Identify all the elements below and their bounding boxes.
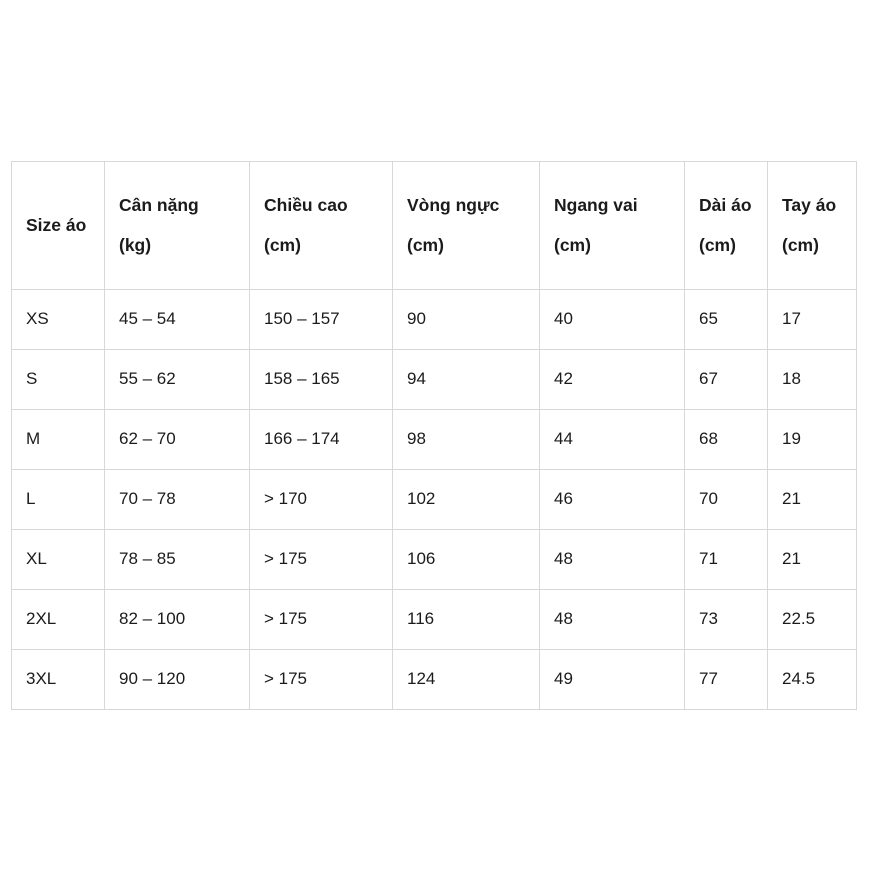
column-header-height-label: Chiều cao: [264, 195, 348, 216]
cell-shoulder: 49: [540, 650, 685, 710]
cell-size: 2XL: [12, 590, 105, 650]
table-row: [12, 290, 857, 350]
table-header-row: [12, 162, 857, 290]
cell-length: 70: [685, 470, 768, 530]
cell-shoulder: 40: [540, 290, 685, 350]
cell-weight: 45 – 54: [105, 290, 250, 350]
cell-size: S: [12, 350, 105, 410]
cell-size: XS: [12, 290, 105, 350]
cell-height: > 175: [250, 530, 393, 590]
cell-shoulder: 44: [540, 410, 685, 470]
size-chart-table-wrapper: [11, 161, 856, 710]
cell-weight: 55 – 62: [105, 350, 250, 410]
cell-weight: 82 – 100: [105, 590, 250, 650]
cell-length: 77: [685, 650, 768, 710]
column-header-length-label: Dài áo: [699, 195, 752, 216]
cell-sleeve: 24.5: [768, 650, 857, 710]
cell-size: L: [12, 470, 105, 530]
cell-size: XL: [12, 530, 105, 590]
table-row: [12, 650, 857, 710]
cell-size: M: [12, 410, 105, 470]
cell-length: 71: [685, 530, 768, 590]
cell-weight: 70 – 78: [105, 470, 250, 530]
table-body: [12, 290, 857, 710]
cell-sleeve: 17: [768, 290, 857, 350]
cell-height: > 170: [250, 470, 393, 530]
size-chart-table: [11, 161, 857, 710]
column-header-sleeve-unit: (cm): [782, 234, 819, 255]
cell-weight: 62 – 70: [105, 410, 250, 470]
cell-shoulder: 46: [540, 470, 685, 530]
cell-chest: 90: [393, 290, 540, 350]
column-header-shoulder-unit: (cm): [554, 234, 591, 255]
table-header: [12, 162, 857, 290]
cell-sleeve: 21: [768, 530, 857, 590]
column-header-weight-unit: (kg): [119, 234, 152, 255]
cell-sleeve: 21: [768, 470, 857, 530]
cell-length: 68: [685, 410, 768, 470]
cell-shoulder: 48: [540, 530, 685, 590]
table-row: [12, 470, 857, 530]
column-header-sleeve: [768, 162, 857, 290]
column-header-chest-label: Vòng ngực: [407, 195, 500, 216]
cell-chest: 124: [393, 650, 540, 710]
cell-chest: 116: [393, 590, 540, 650]
table-row: [12, 350, 857, 410]
column-header-size: [12, 162, 105, 290]
column-header-height: [250, 162, 393, 290]
cell-length: 65: [685, 290, 768, 350]
cell-chest: 94: [393, 350, 540, 410]
column-header-shoulder: [540, 162, 685, 290]
cell-length: 67: [685, 350, 768, 410]
column-header-chest-unit: (cm): [407, 234, 444, 255]
column-header-shoulder-label: Ngang vai: [554, 195, 638, 216]
column-header-weight: [105, 162, 250, 290]
cell-height: 158 – 165: [250, 350, 393, 410]
column-header-weight-label: Cân nặng: [119, 195, 199, 216]
cell-height: 166 – 174: [250, 410, 393, 470]
cell-chest: 98: [393, 410, 540, 470]
cell-weight: 90 – 120: [105, 650, 250, 710]
cell-chest: 106: [393, 530, 540, 590]
cell-height: 150 – 157: [250, 290, 393, 350]
cell-chest: 102: [393, 470, 540, 530]
column-header-length-unit: (cm): [699, 234, 736, 255]
table-row: [12, 590, 857, 650]
cell-sleeve: 22.5: [768, 590, 857, 650]
column-header-size-label: Size áo: [26, 214, 87, 235]
column-header-height-unit: (cm): [264, 234, 301, 255]
cell-weight: 78 – 85: [105, 530, 250, 590]
cell-sleeve: 18: [768, 350, 857, 410]
cell-sleeve: 19: [768, 410, 857, 470]
column-header-chest: [393, 162, 540, 290]
table-row: [12, 410, 857, 470]
cell-height: > 175: [250, 650, 393, 710]
cell-size: 3XL: [12, 650, 105, 710]
cell-shoulder: 48: [540, 590, 685, 650]
cell-shoulder: 42: [540, 350, 685, 410]
column-header-length: [685, 162, 768, 290]
column-header-sleeve-label: Tay áo: [782, 195, 837, 216]
cell-length: 73: [685, 590, 768, 650]
table-row: [12, 530, 857, 590]
cell-height: > 175: [250, 590, 393, 650]
